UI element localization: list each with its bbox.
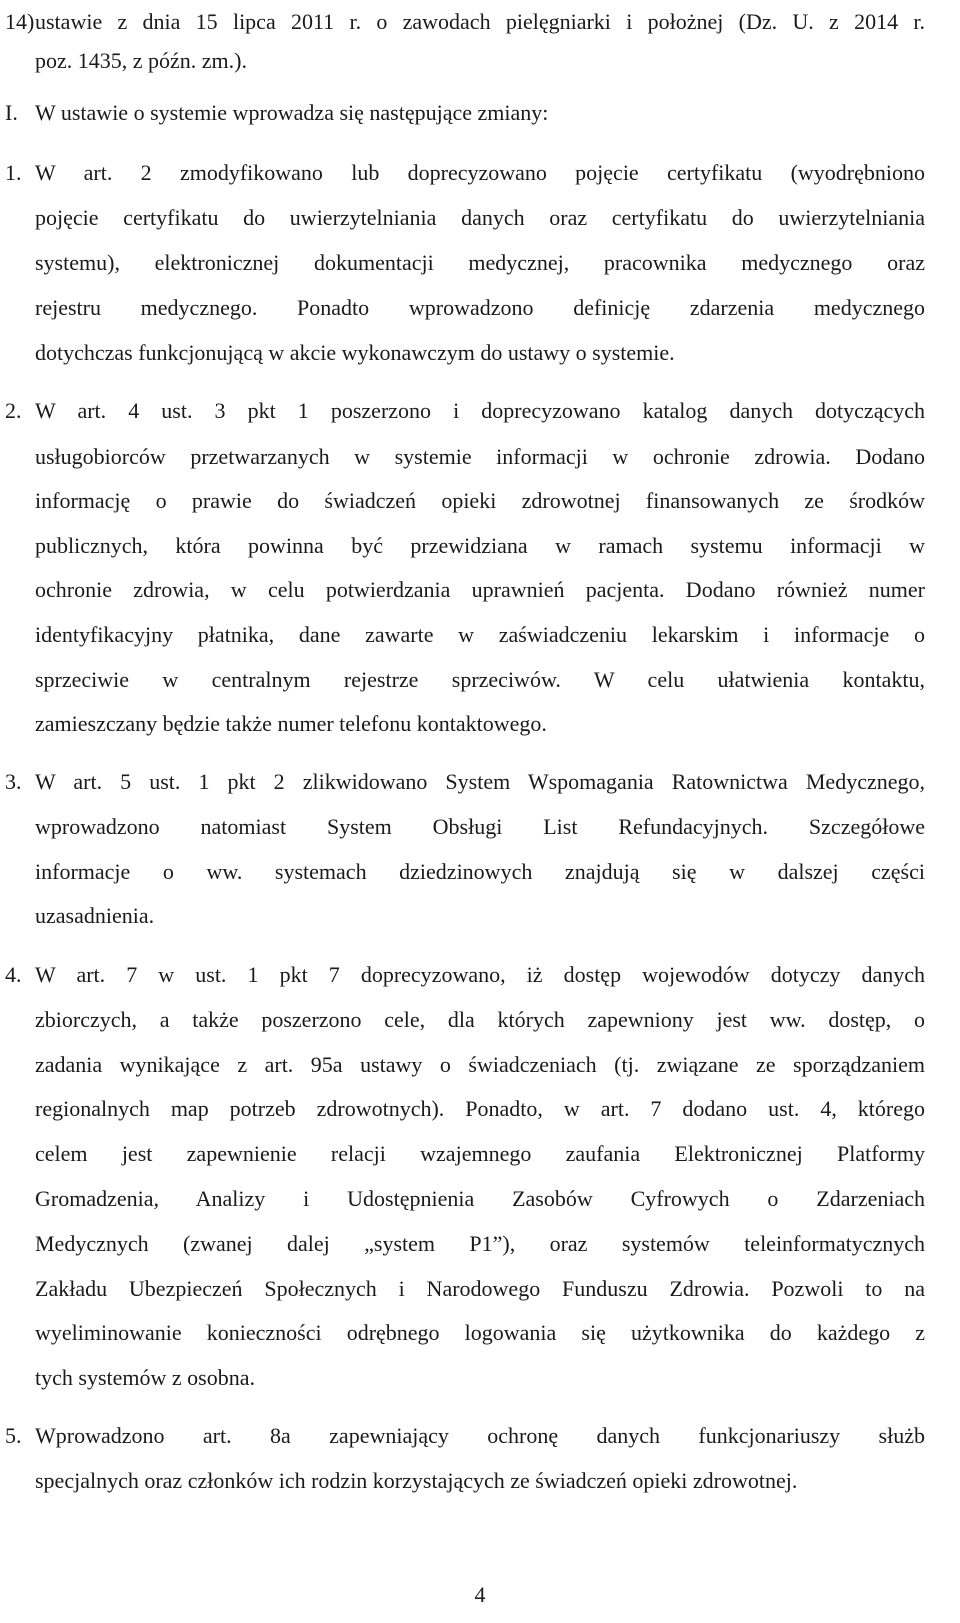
item-4-line: zadania wynikające z art. 95a ustawy o świadczeniach (tj. związane ze sporządzaniem xyxy=(35,1052,925,1077)
item-1-line: rejestru medycznego. Ponadto wprowadzono definicję zdarzenia medycznego xyxy=(35,295,925,320)
item-4-line: celem jest zapewnienie relacji wzajemnego zaufania Elektronicznej Platformy xyxy=(35,1141,925,1166)
item-2-line: ochronie zdrowia, w celu potwierdzania uprawnień pacjenta. Dodano również numer xyxy=(35,577,925,602)
item-2-line: identyfikacyjny płatnika, dane zawarte w zaświadczeniu lekarskim i informacje o xyxy=(35,622,925,647)
heading-i-number: I. xyxy=(5,100,18,125)
heading-i-text: W ustawie o systemie wprowadza się następujące zmiany: xyxy=(35,100,549,125)
item-4-number: 4. xyxy=(5,962,22,987)
item-4-line: tych systemów z osobna. xyxy=(35,1365,255,1390)
item-1-number: 1. xyxy=(5,160,22,185)
item-4-line: wyeliminowanie konieczności odrębnego logowania się użytkownika do każdego z xyxy=(35,1320,925,1345)
item-4-line: Gromadzenia, Analizy i Udostępnienia Zasobów Cyfrowych o Zdarzeniach xyxy=(35,1186,925,1211)
section-14-number: 14) xyxy=(5,9,35,34)
item-3-number: 3. xyxy=(5,769,22,794)
item-4-line: Medycznych (zwanej dalej „system P1”), oraz systemów teleinformatycznych xyxy=(35,1231,925,1256)
item-1-line: dotychczas funkcjonującą w akcie wykonawczym do ustawy o systemie. xyxy=(35,340,675,365)
item-2-line: usługobiorców przetwarzanych w systemie informacji w ochronie zdrowia. Dodano xyxy=(35,444,925,469)
item-4-line: regionalnych map potrzeb zdrowotnych). Ponadto, w art. 7 dodano ust. 4, którego xyxy=(35,1096,925,1121)
item-5-line: Wprowadzono art. 8a zapewniający ochronę danych funkcjonariuszy służb xyxy=(35,1423,925,1448)
item-3-line: wprowadzono natomiast System Obsługi List Refundacyjnych. Szczegółowe xyxy=(35,814,925,839)
item-4-line: Zakładu Ubezpieczeń Społecznych i Narodowego Funduszu Zdrowia. Pozwoli to na xyxy=(35,1276,925,1301)
item-3-line: W art. 5 ust. 1 pkt 2 zlikwidowano System Wspomagania Ratownictwa Medycznego, xyxy=(35,769,925,794)
item-2-line: sprzeciwie w centralnym rejestrze sprzeciwów. W celu ułatwienia kontaktu, xyxy=(35,667,925,692)
item-4-line: zbiorczych, a także poszerzono cele, dla których zapewniony jest ww. dostęp, o xyxy=(35,1007,925,1032)
item-2-number: 2. xyxy=(5,398,22,423)
item-2-line: publicznych, która powinna być przewidziana w ramach systemu informacji w xyxy=(35,533,925,558)
item-2-line: informację o prawie do świadczeń opieki zdrowotnej finansowanych ze środków xyxy=(35,488,925,513)
section-14-line: ustawie z dnia 15 lipca 2011 r. o zawodach pielęgniarki i położnej (Dz. U. z 2014 r. xyxy=(35,9,925,34)
item-1-line: W art. 2 zmodyfikowano lub doprecyzowano pojęcie certyfikatu (wyodrębniono xyxy=(35,160,925,185)
item-1-line: pojęcie certyfikatu do uwierzytelniania danych oraz certyfikatu do uwierzytelniania xyxy=(35,205,925,230)
item-1-line: systemu), elektronicznej dokumentacji medycznej, pracownika medycznego oraz xyxy=(35,250,925,275)
item-3-line: informacje o ww. systemach dziedzinowych znajdują się w dalszej części xyxy=(35,859,925,884)
item-5-number: 5. xyxy=(5,1423,22,1448)
item-2-line: zamieszczany będzie także numer telefonu kontaktowego. xyxy=(35,711,547,736)
item-4-line: W art. 7 w ust. 1 pkt 7 doprecyzowano, iż dostęp wojewodów dotyczy danych xyxy=(35,962,925,987)
page-number: 4 xyxy=(474,1582,486,1607)
item-2-line: W art. 4 ust. 3 pkt 1 poszerzono i doprecyzowano katalog danych dotyczących xyxy=(35,398,925,423)
section-14-line: poz. 1435, z późn. zm.). xyxy=(35,48,247,73)
item-3-line: uzasadnienia. xyxy=(35,903,155,928)
item-5-line: specjalnych oraz członków ich rodzin korzystających ze świadczeń opieki zdrowotnej. xyxy=(35,1468,798,1493)
